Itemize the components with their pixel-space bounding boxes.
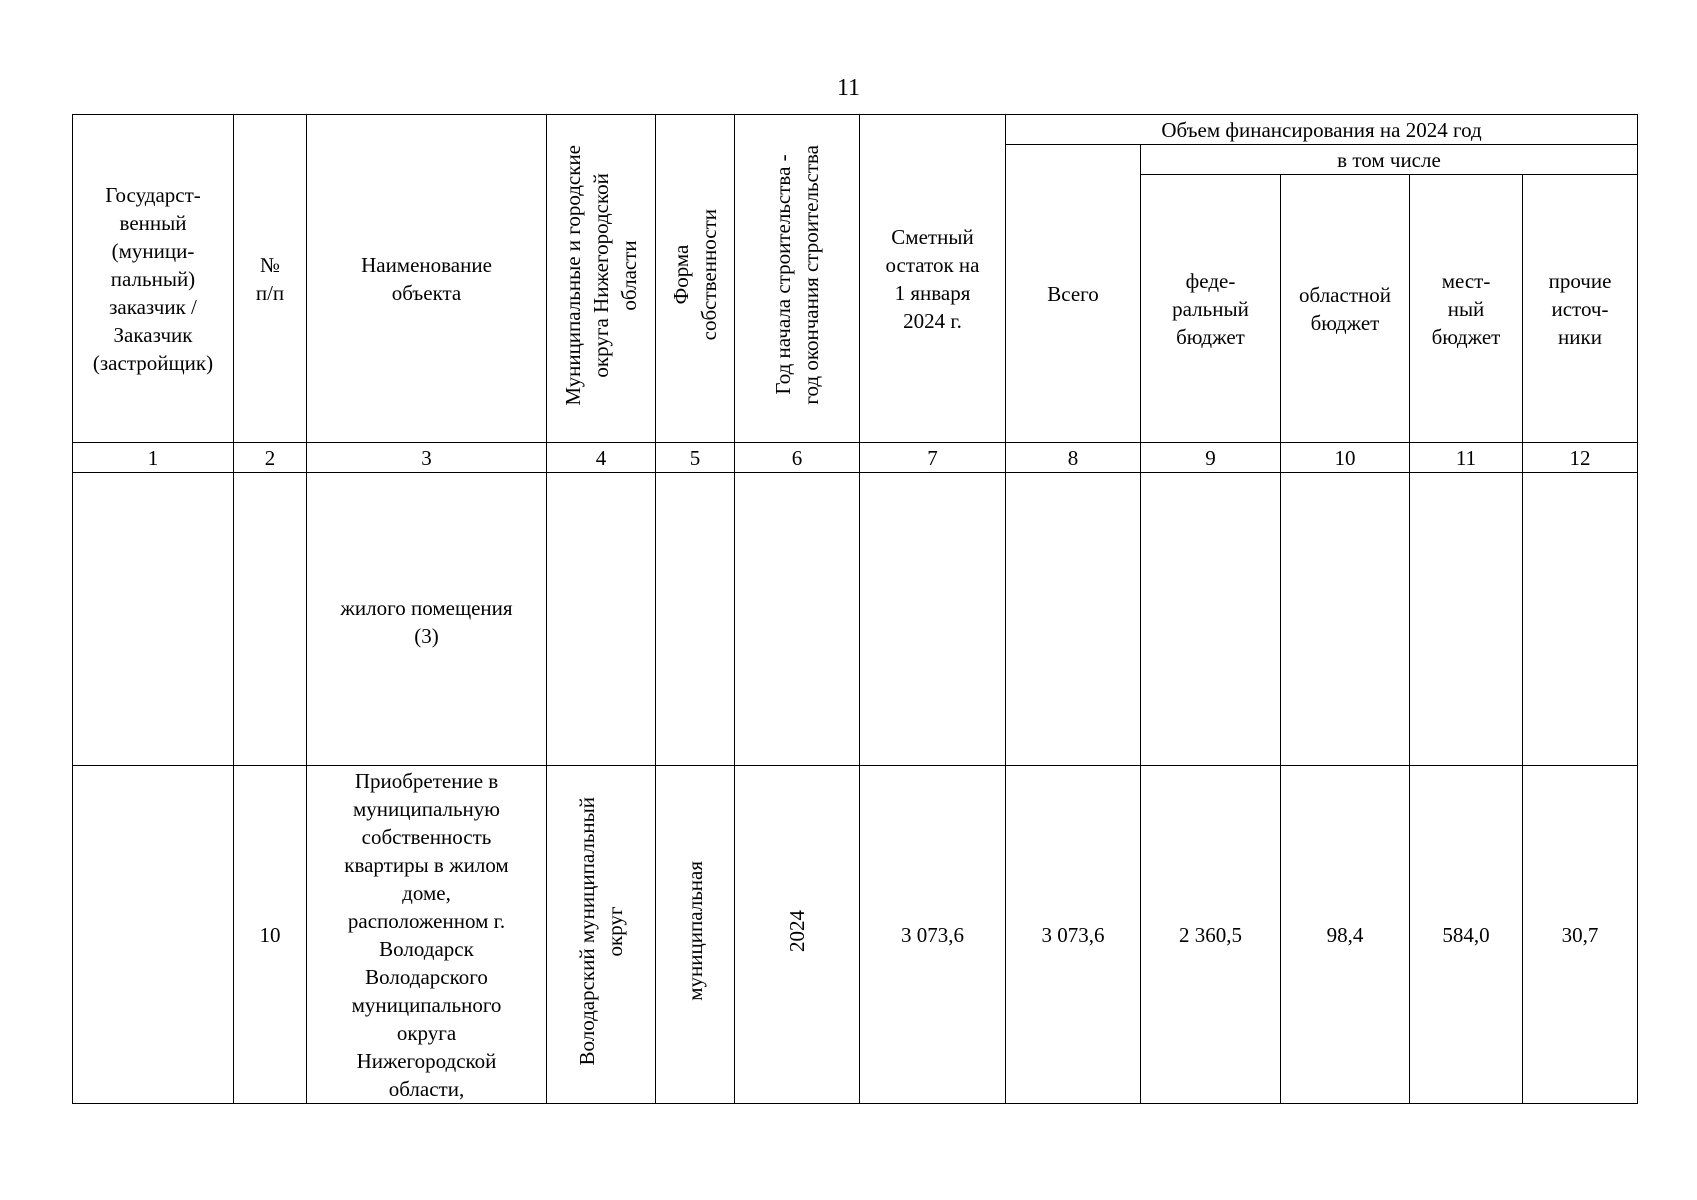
column-number: 3 <box>307 443 547 473</box>
column-number: 4 <box>547 443 656 473</box>
row-years: 2024 <box>785 910 809 952</box>
row-other <box>1523 473 1638 766</box>
financing-table <box>72 114 1638 1104</box>
header-remaining: Сметный остаток на 1 января 2024 г. <box>860 115 1006 443</box>
header-ownership: Форма собственности <box>669 209 721 341</box>
row-total: 3 073,6 <box>1006 766 1141 1104</box>
row-object-name: жилого помещения (3) <box>307 473 547 766</box>
row-ownership-cell <box>656 766 735 1104</box>
header-total: Всего <box>1006 145 1141 443</box>
page-number: 11 <box>836 75 861 101</box>
column-number: 2 <box>234 443 307 473</box>
row-years <box>735 473 860 766</box>
table-row <box>73 473 1638 766</box>
column-number-row <box>73 443 1638 473</box>
header-ownership-cell <box>656 115 735 443</box>
header-local: мест- ный бюджет <box>1410 175 1523 443</box>
row-local <box>1410 473 1523 766</box>
column-number: 5 <box>656 443 735 473</box>
header-num: № п/п <box>234 115 307 443</box>
row-other: 30,7 <box>1523 766 1638 1104</box>
header-customer: Государст- венный (муници- пальный) заказчик / Заказчик (застройщик) <box>73 115 234 443</box>
row-remaining: 3 073,6 <box>860 766 1006 1104</box>
row-federal: 2 360,5 <box>1141 766 1281 1104</box>
column-number: 9 <box>1141 443 1281 473</box>
header-municipality-cell <box>547 115 656 443</box>
row-num: 10 <box>234 766 307 1104</box>
column-number: 12 <box>1523 443 1638 473</box>
header-years: Год начала строительства - год окончания строительства <box>771 145 823 405</box>
row-ownership <box>656 473 735 766</box>
row-customer <box>73 473 234 766</box>
column-number: 10 <box>1281 443 1410 473</box>
row-customer <box>73 766 234 1104</box>
row-municipality: Володарский муниципальный округ <box>575 796 627 1066</box>
row-federal <box>1141 473 1281 766</box>
row-regional: 98,4 <box>1281 766 1410 1104</box>
header-regional: областной бюджет <box>1281 175 1410 443</box>
header-other: прочие источ- ники <box>1523 175 1638 443</box>
header-municipality: Муниципальные и городские округа Нижегородской области <box>561 144 641 406</box>
row-local: 584,0 <box>1410 766 1523 1104</box>
header-funding-group: Объем финансирования на 2024 год <box>1006 115 1638 145</box>
column-number: 6 <box>735 443 860 473</box>
header-federal: феде- ральный бюджет <box>1141 175 1281 443</box>
column-number: 11 <box>1410 443 1523 473</box>
row-remaining <box>860 473 1006 766</box>
column-number: 1 <box>73 443 234 473</box>
header-object-name: Наименование объекта <box>307 115 547 443</box>
table-row <box>73 766 1638 1104</box>
row-ownership: муниципальная <box>683 861 707 1001</box>
header-including: в том числе <box>1141 145 1638 175</box>
row-object-name: Приобретение в муниципальную собственность квартиры в жилом доме, расположенном г. Володарск Володарского муниципального округа Нижегородской области, <box>307 766 547 1104</box>
row-municipality <box>547 473 656 766</box>
header-row-1 <box>73 115 1638 145</box>
row-num <box>234 473 307 766</box>
row-years-cell <box>735 766 860 1104</box>
row-regional <box>1281 473 1410 766</box>
row-municipality-cell <box>547 766 656 1104</box>
column-number: 7 <box>860 443 1006 473</box>
row-total <box>1006 473 1141 766</box>
header-years-cell <box>735 115 860 443</box>
column-number: 8 <box>1006 443 1141 473</box>
